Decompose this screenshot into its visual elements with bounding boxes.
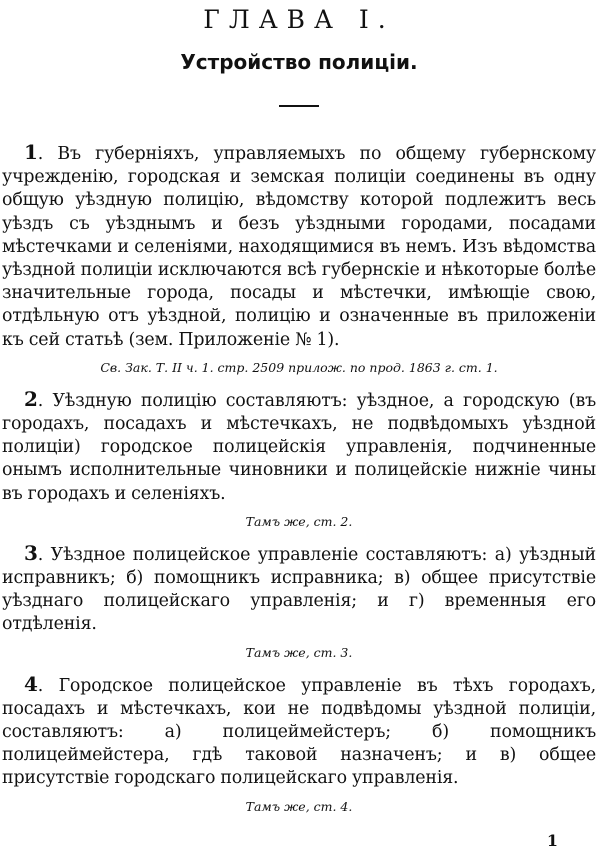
article-source: Тамъ же, ст. 2. [245,513,353,529]
article-body: Городское полицейское управленіе въ тѣхъ городахъ, посадахъ и мѣстечкахъ, кои не подвѣдомы уѣздной полиціи, составляютъ: а) полицеймейстеръ; б) помощникъ полицеймейстера, гдѣ таковой назначенъ; и в) общее присутствіе городскаго полицейскаго управленія. [2,675,596,789]
article-body: Уѣздную полицію составляютъ: уѣздное, а городскую (въ городахъ, посадахъ и мѣстечкахъ, не подвѣдомыхъ уѣздной полиціи) городское полицейскія управленія, подчиненные онымъ исполнительные чиновники и полицейскіе нижніе чины въ городахъ и селеніяхъ. [2,390,596,504]
page-number: 1 [546,831,558,850]
article-source: Тамъ же, ст. 3. [245,644,353,660]
article-2 [2,388,596,530]
article-number-dot: . [37,390,53,411]
article-source: Тамъ же, ст. 4. [245,798,353,814]
article-number-dot: . [37,544,51,565]
chapter-title: ГЛАВА I. [203,5,395,34]
title-divider [279,105,319,107]
article-number: 4 [24,671,38,696]
article-number-dot: . [37,144,58,164]
article-source: Св. Зак. Т. II ч. 1. стр. 2509 прилож. по прод. 1863 г. ст. 1. [100,359,498,375]
article-number-dot: . [37,675,59,696]
article-1 [2,141,596,376]
article-body: Въ губерніяхъ, управляемыхъ по общему губернскому учрежденію, городская и земская полиціи соединены въ одну общую уѣздную полицію, вѣдомству которой подлежитъ весь уѣздъ съ уѣзднымъ и безъ уѣздными городами, посадами мѣстечками и селеніями, находящимися въ немъ. Изъ вѣдомства уѣздной полиціи исключаются всѣ губернскіе и нѣкоторые болѣе значительные города, посады и мѣстечки, имѣющіе свою, отдѣльную отъ уѣздной, полицію и означенные въ приложеніи къ сей статьѣ (зем. Приложеніе № 1). [2,144,596,350]
article-paragraph [2,388,596,506]
article-paragraph [2,542,596,637]
article-4 [2,673,596,815]
article-number: 3 [24,540,38,565]
article-paragraph [2,673,596,791]
article-number: 2 [24,386,38,411]
article-3 [2,542,596,661]
section-title: Устройство полиціи. [180,50,418,74]
article-number: 1 [24,140,38,164]
article-paragraph [2,141,596,352]
article-body: Уѣздное полицейское управленіе составляютъ: а) уѣздный исправникъ; б) помощникъ исправника; в) общее присутствіе уѣзднаго полицейскаго управленія; и г) временныя его отдѣленія. [2,544,596,635]
